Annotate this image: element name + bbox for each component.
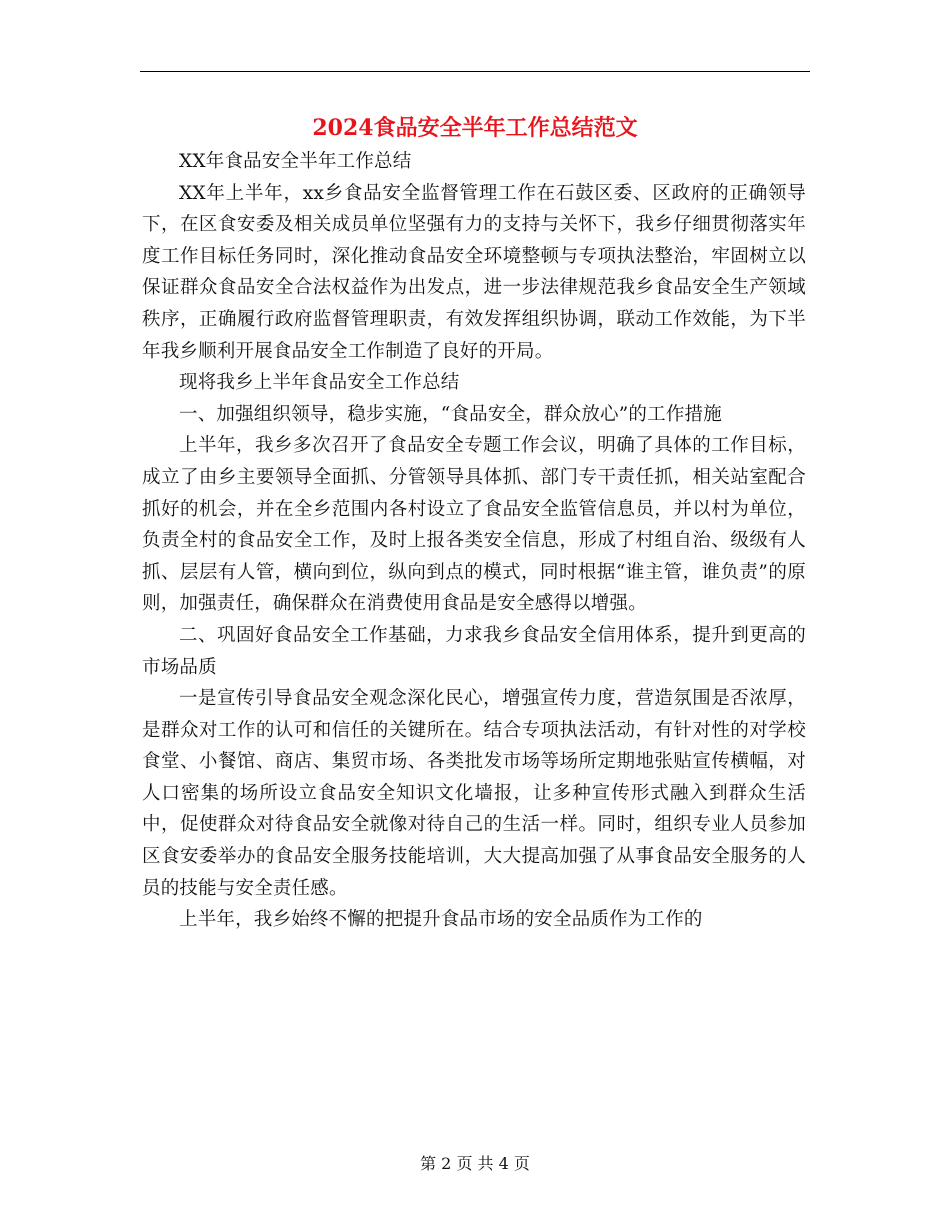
paragraph-section-1: 上半年，我乡多次召开了食品安全专题工作会议，明确了具体的工作目标，成立了由乡主要领导全面抓、分管领导具体抓、部门专干责任抓，相关站室配合抓好的机会，并在全乡范围内各村设立了食品安全监管信息员，并以村为单位，负责全村的食品安全工作，及时上报各类安全信息，形成了村组自治、级级有人抓、层层有人管，横向到位，纵向到点的模式，同时根据“谁主管，谁负责”的原则，加强责任，确保群众在消费使用食品是安全感得以增强。: [142, 435, 806, 615]
paragraph-intro: XX年上半年，xx乡食品安全监督管理工作在石鼓区委、区政府的正确领导下，在区食安委及相关成员单位坚强有力的支持与关怀下，我乡仔细贯彻落实年度工作目标任务同时，深化推动食品安全环境整顿与专项执法整治，牢固树立以保证群众食品安全合法权益作为出发点，进一步法律规范我乡食品安全生产领域秩序，正确履行政府监督管理职责，有效发挥组织协调，联动工作效能，为下半年我乡顺利开展食品安全工作制造了良好的开局。: [142, 182, 806, 362]
paragraph-section-2a: 一是宣传引导食品安全观念深化民心，增强宣传力度，营造氛围是否浓厚，是群众对工作的认可和信任的关键所在。结合专项执法活动，有针对性的对学校食堂、小餐馆、商店、集贸市场、各类批发市场等场所定期地张贴宣传横幅，对人口密集的场所设立食品安全知识文化墙报，让多种宣传形式融入到群众生活中，促使群众对待食品安全就像对待自己的生活一样。同时，组织专业人员参加区食安委举办的食品安全服务技能培训，大大提高加强了从事食品安全服务的人员的技能与安全责任感。: [142, 688, 806, 899]
paragraph-section-2b: 上半年，我乡始终不懈的把提升食品市场的安全品质作为工作的: [179, 909, 703, 931]
header-rule: [140, 71, 810, 72]
document-body: [142, 146, 806, 936]
page-number: 第 2 页 共 4 页: [420, 1154, 530, 1173]
section-heading-2: 二、巩固好食品安全工作基础，力求我乡食品安全信用体系，提升到更高的市场品质: [142, 624, 806, 678]
paragraph-summary-lead: 现将我乡上半年食品安全工作总结: [179, 372, 460, 394]
section-heading-1: 一、加强组织领导，稳步实施，“食品安全，群众放心”的工作措施: [179, 403, 722, 425]
paragraph-subtitle: XX年食品安全半年工作总结: [179, 151, 412, 172]
document-title: 2024食品安全半年工作总结范文: [312, 115, 638, 141]
